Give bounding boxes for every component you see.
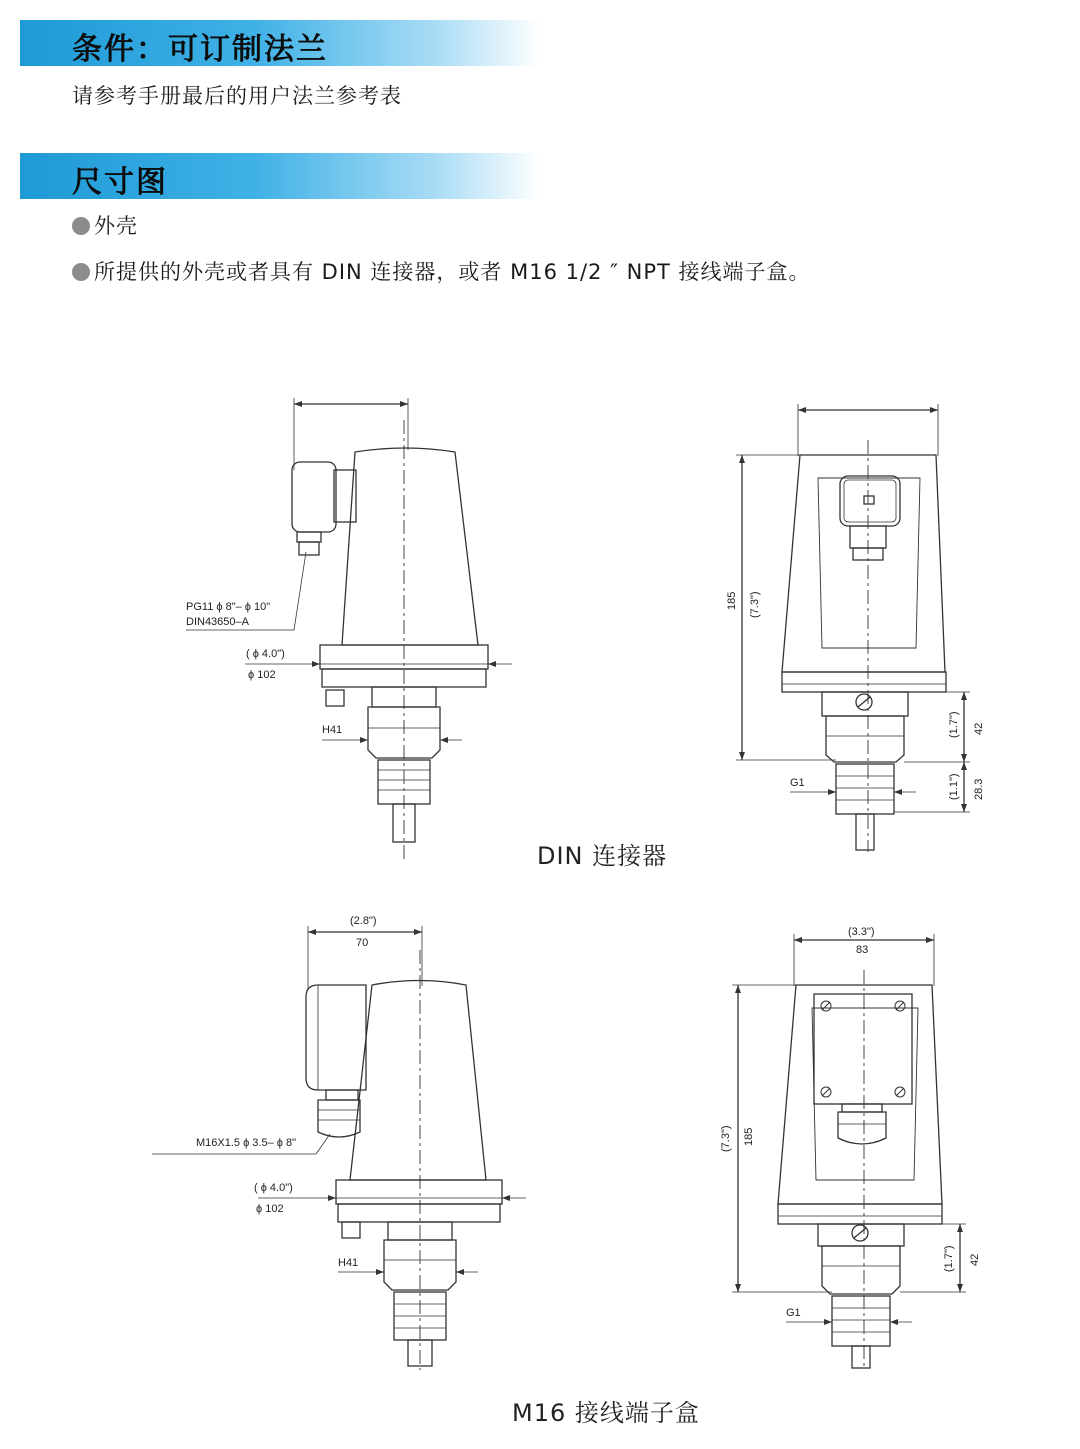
flange-reference-note: 请参考手册最后的用户法兰参考表 [72,84,402,108]
din-side-conn-label-1: PG11 ϕ 8"– ϕ 10" [186,601,271,613]
m16-front-thread: G1 [786,1307,801,1319]
din-side-flange-in: ( ϕ 4.0") [246,648,285,660]
din-front-thread-mm: 28.3 [973,778,985,800]
m16-front-width-mm: 83 [856,944,869,956]
m16-front-hex-h-in: (1.7") [943,1245,955,1272]
m16-side-width-in: (2.8") [350,915,377,927]
m16-front-height-mm: 185 [743,1127,755,1146]
m16-front-width-in: (3.3") [848,926,875,938]
section-title-conditions: 条件：可订制法兰 [72,32,328,67]
section-title-dimensions: 尺寸图 [72,165,168,200]
din-front-hex-h-in: (1.7") [948,711,960,738]
m16-side-width-mm: 70 [356,937,369,949]
din-front-view [736,404,970,852]
din-front-height-mm: 185 [726,591,738,610]
bullet-housing-text: 外壳 [94,214,138,238]
din-side-conn-label-2: DIN43650–A [186,616,249,628]
m16-side-hex: H41 [338,1257,359,1269]
din-caption: DIN 连接器 [537,842,668,870]
m16-front-height-in: (7.3") [720,1125,732,1152]
m16-side-flange-mm: ϕ 102 [256,1203,284,1215]
din-front-thread-in: (1.1") [948,773,960,800]
din-side-view [186,398,512,860]
bullet-connector-options-text: 所提供的外壳或者具有 DIN 连接器，或者 M16 1/2 ″ NPT 接线端子盒。 [94,260,811,284]
din-side-flange-mm: ϕ 102 [248,669,276,681]
m16-side-conn-label: M16X1.5 ϕ 3.5– ϕ 8" [196,1137,297,1149]
m16-front-hex-h-mm: 42 [969,1253,981,1266]
din-front-thread: G1 [790,777,805,789]
m16-caption: M16 接线端子盒 [512,1399,700,1427]
din-front-height-in: (7.3") [749,591,761,618]
din-front-hex-h-mm: 42 [973,722,985,735]
din-side-hex: H41 [322,724,343,736]
m16-side-flange-in: ( ϕ 4.0") [254,1182,293,1194]
m16-front-view [732,934,966,1370]
